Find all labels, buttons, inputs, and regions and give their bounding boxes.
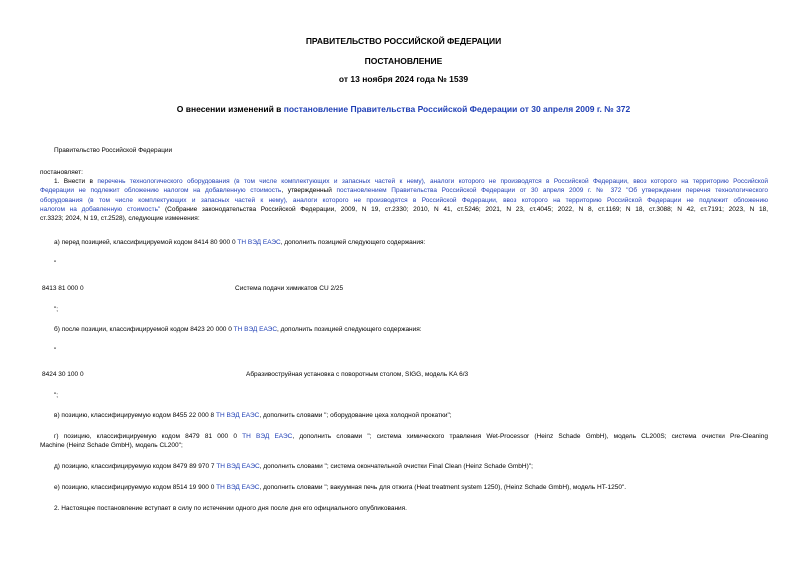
item-b-tail: , дополнить позицией следующего содержания: xyxy=(277,326,422,333)
item-d-tnved-link[interactable]: ТН ВЭД ЕАЭС xyxy=(216,463,260,470)
quote-open-1: " xyxy=(54,260,57,267)
item-a-tail: , дополнить позицией следующего содержания: xyxy=(280,239,426,246)
issuer-text: Правительство Российской Федерации xyxy=(54,147,173,154)
item-v-text: в) позицию, классифицируемую кодом 8455 22 000 8 xyxy=(54,412,216,419)
item-b-tnved-link[interactable]: ТН ВЭД ЕАЭС xyxy=(233,326,278,333)
item-g-line-1 xyxy=(40,432,768,441)
legislation-citation: (Собрание законодательства Российской Федерации, 2009, N 19, ст.2330; 2010, N 41, ст.5246; 2021, N 23, ст.4045; 2022, N 8, ст.1169; N 18, ст.3088; N 42, ст.7191; 2023, N 18, xyxy=(160,205,768,213)
item-g-tail: , дополнить словами "; система химического травления Wet-Processor (Heinz Schade GmbH), модель CL200S; система очистки Pre-Cleaning xyxy=(292,433,768,440)
document-type-heading: ПОСТАНОВЛЕНИЕ xyxy=(364,56,443,66)
item-b xyxy=(54,325,422,334)
title-link[interactable]: постановление Правительства Российской Федерации от 30 апреля 2009 г. № 372 xyxy=(283,104,631,114)
equipment-list-link-cont[interactable]: Федерации не подлежит обложению налогом на добавленную стоимость xyxy=(40,187,282,195)
item-v-tail: , дополнить словами "; оборудование цеха холодной прокатки"; xyxy=(259,412,452,419)
item-v xyxy=(54,411,452,420)
government-heading: ПРАВИТЕЛЬСТВО РОССИЙСКОЙ ФЕДЕРАЦИИ xyxy=(305,36,502,46)
item-a-text: а) перед позицией, классифицируемой кодом 8414 80 900 0 xyxy=(54,239,238,246)
quote-close-1: "; xyxy=(54,306,59,313)
row-1-name: Система подачи химикатов CU 2/25 xyxy=(235,285,344,292)
paragraph-1-line-3 xyxy=(40,196,768,205)
row-2-name: Абразивоструйная установка с поворотным столом, SIGG, модель KA 6/3 xyxy=(246,371,469,378)
item-g-line-2-text: Machine (Heinz Schade GmbH), модель CL200"; xyxy=(40,442,183,450)
item-b-text: б) после позиции, классифицируемой кодом 8423 20 000 0 xyxy=(54,326,234,333)
item-d-tail: , дополнить словами "; система окончательной очистки Final Clean (Heinz Schade GmbH)"; xyxy=(259,463,533,470)
quote-close-2: "; xyxy=(54,392,59,399)
resolution-372-link[interactable]: постановлением Правительства Российской Федерации от 30 апреля 2009 г. № 372 "Об утверждении перечня технологического xyxy=(336,187,768,195)
item-e-tnved-link[interactable]: ТН ВЭД ЕАЭС xyxy=(216,484,260,491)
item-g xyxy=(40,432,768,451)
document-title xyxy=(0,104,807,115)
approved-text: , утвержденный xyxy=(281,187,337,195)
paragraph-2: 2. Настоящее постановление вступает в силу по истечении одного дня после дня его официального опубликования. xyxy=(54,505,407,512)
paragraph-1-line-4 xyxy=(40,205,768,214)
resolution-372-link-end[interactable]: налогом на добавленную стоимость" xyxy=(40,205,161,213)
paragraph-1 xyxy=(40,177,768,223)
legislation-citation-end: ст.3323; 2024, N 19, ст.2528), следующие изменения: xyxy=(40,215,200,223)
paragraph-1-lead: 1. Внести в xyxy=(54,178,98,185)
item-a-tnved-link[interactable]: ТН ВЭД ЕАЭС xyxy=(237,239,281,246)
equipment-list-link[interactable]: перечень технологического оборудования (в том числе комплектующих и запасных частей к нему), аналоги которого не производятся в Российской Федерации, ввоз которого на территорию Российской xyxy=(97,178,768,185)
title-prefix: О внесении изменений в xyxy=(176,104,284,114)
item-e-text: е) позицию, классифицируемую кодом 8514 19 900 0 xyxy=(54,484,217,491)
item-d-text: д) позицию, классифицируемую кодом 8479 89 970 7 xyxy=(54,463,217,470)
item-e-tail: , дополнить словами "; вакуумная печь для отжига (Heat treatment system 1250), (Heinz Schade GmbH), модель HT-1250". xyxy=(259,484,627,491)
item-g-text: г) позицию, классифицируемую кодом 8479 81 000 0 xyxy=(54,433,243,440)
date-number-heading: от 13 ноября 2024 года № 1539 xyxy=(338,74,469,84)
item-g-line-2 xyxy=(40,441,768,450)
resolves-text: постановляет: xyxy=(40,169,83,176)
item-g-tnved-link[interactable]: ТН ВЭД ЕАЭС xyxy=(242,433,293,440)
paragraph-1-line-2 xyxy=(40,186,768,195)
quote-open-2: " xyxy=(54,347,57,354)
item-d xyxy=(54,462,533,471)
row-1-code: 8413 81 000 0 xyxy=(42,285,84,292)
item-v-tnved-link[interactable]: ТН ВЭД ЕАЭС xyxy=(215,412,260,419)
paragraph-1-line-5 xyxy=(40,214,768,223)
paragraph-1-line-1 xyxy=(40,177,768,186)
item-e xyxy=(54,483,626,492)
resolution-372-link-cont[interactable]: оборудования (в том числе комплектующих и запасных частей к нему), аналоги которого не производятся в Российской Федерации, ввоз которого на территорию Российской Федерации не подлежит обложению xyxy=(40,196,768,204)
row-2-code: 8424 30 100 0 xyxy=(42,371,84,378)
item-a xyxy=(54,238,425,247)
